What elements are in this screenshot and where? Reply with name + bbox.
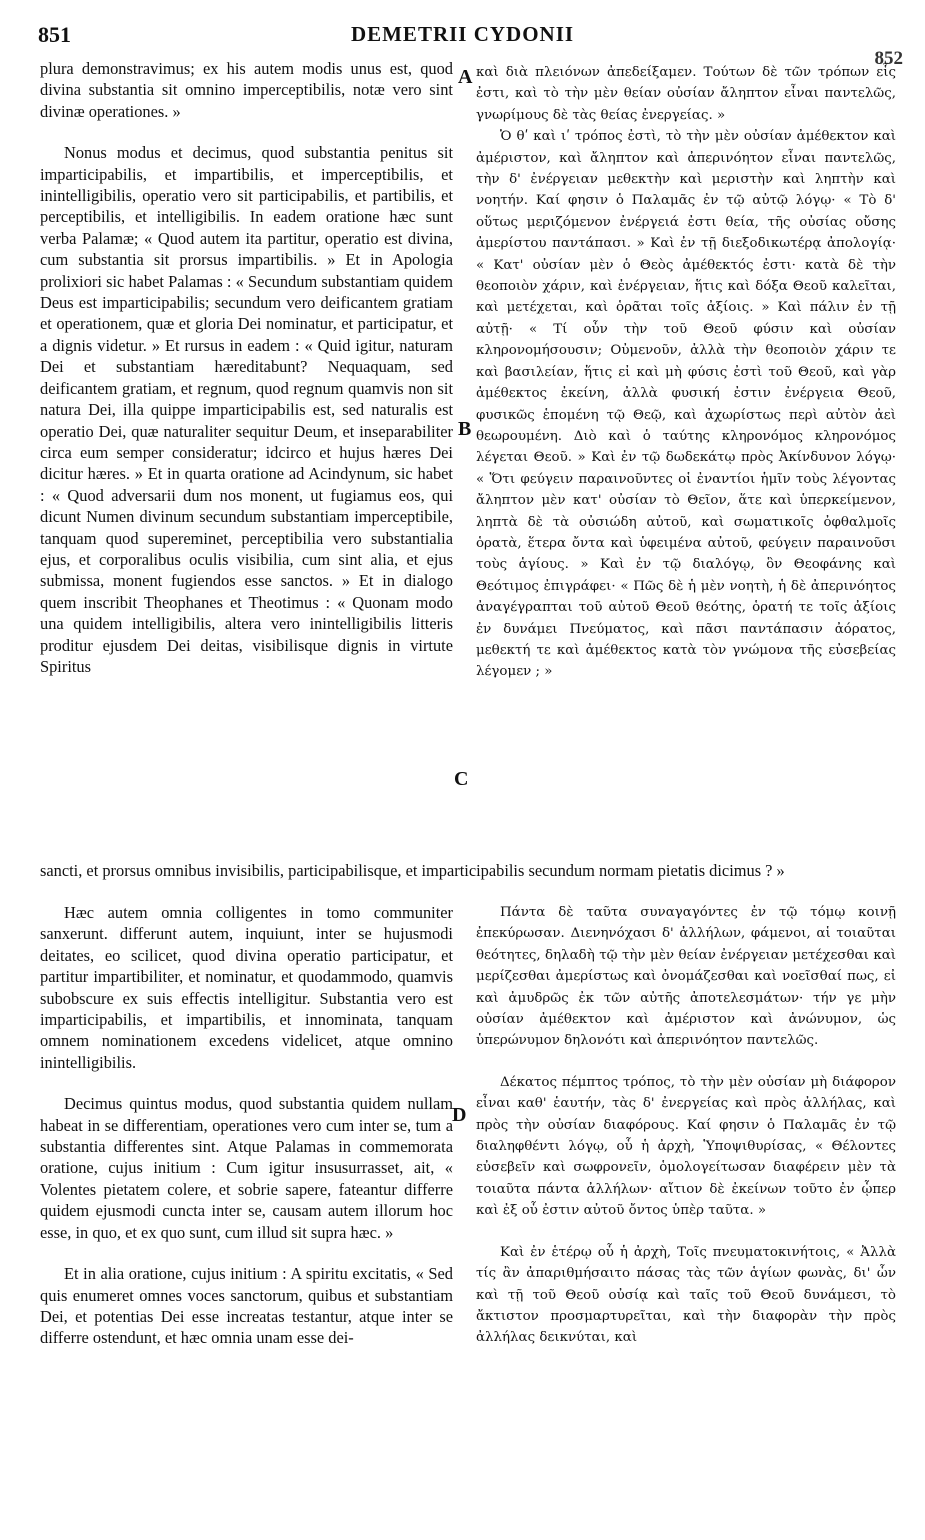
latin-column-bottom bbox=[40, 902, 453, 1522]
greek-paragraph: Δέκατος πέμπτος τρόπος, τὸ τὴν μὲν οὐσίαν μὴ διάφορον εἶναι καθ' ἑαυτήν, τὰς δ' ἐνεργείας καὶ πρὸς ἀλλήλας, καὶ πρὸς τὴν οὐσίαν διαφόρους. Καί φησιν ὁ Παλαμᾶς ἐν τῷ διαληφθέντι λόγῳ, οὗ ἡ ἀρχὴ, Ὑποψιθυρίσας, « Θέλοντες εὐσεβεῖν καὶ σωφρονεῖν, ὁμολογείτωσαν διαφέρειν μὲν τὰ τοιαῦτα πάντα ἀλλήλων· αἴτιον δὲ ἐκείνων τοῦτο ἐν ᾧπερ καὶ ἐξ οὗ ἐστιν αὐτοῦ ὄντος ὑπὲρ ταῦτα. » bbox=[476, 1074, 896, 1219]
section-marker-d: D bbox=[452, 1104, 467, 1126]
running-title: DEMETRII CYDONII bbox=[350, 22, 575, 46]
latin-column-top bbox=[40, 58, 453, 848]
latin-continuation-line: sancti, et prorsus omnibus invisibilis, participabilisque, et imparticipabilis secundum normam pietatis dicimus ? » bbox=[40, 861, 785, 880]
section-marker-c: C bbox=[454, 768, 469, 790]
section-marker-b: B bbox=[458, 418, 472, 440]
greek-paragraph: Καὶ ἐν ἑτέρῳ οὗ ἡ ἀρχὴ, Τοῖς πνευματοκινήτοις, « Ἀλλὰ τίς ἂν ἀπαριθμήσαιτο πάσας τὰς τῶν ἁγίων φωνὰς, δι' ὧν καὶ τῇ τοῦ Θεοῦ οὐσίᾳ καὶ ταῖς τοῦ Θεοῦ δυνάμεσι, τὸ ἄκτιστον προσμαρτυρεῖται, καὶ τὴν διαφορὰν τὴν πρὸς ἀλλήλας δεικνύται, καὶ bbox=[476, 1244, 896, 1346]
latin-paragraph: Hæc autem omnia colligentes in tomo communiter sanxerunt. differunt autem, inquiunt, inter se hujusmodi deitates, eo scilicet, quod divina operatio participatur, et partitur impartibiliter, et nominatur, et quodammodo, quamvis subobscure ex suis effectis intelligitur. Substantia vero est imparticipabilis, et impartibilis, et innominata, tanquam omnem nominationem excedens videlicet, atque omnino inintelligibilis. bbox=[40, 903, 453, 1072]
greek-column-top bbox=[476, 62, 896, 852]
latin-paragraph: Decimus quintus modus, quod substantia quidem nullam habeat in se differentiam, operationes vero cum inter se, tum a substantia differentes sint. Atque Palamas in commemorata oratione, cujus initium : Cum igitur insusurrasset, ait, « Volentes pietatem colere, et sobrie sapere, fateantur differre quidem ejusmodi cuncta inter se, causam autem illorum hoc esse, in quo, et ex quo sunt, cum illud sit supra hæc. » bbox=[40, 1094, 453, 1242]
greek-paragraph: καὶ διὰ πλειόνων ἀπεδείξαμεν. Τούτων δὲ τῶν τρόπων εἷς ἐστι, καὶ τὸ τὴν μὲν θείαν οὐσίαν ἄληπτον εἶναι παντελῶς, γνωρίμους δὲ τὰς θείας ἐνεργείας. » bbox=[476, 65, 896, 123]
section-marker-a: A bbox=[458, 66, 473, 88]
greek-paragraph: Πάντα δὲ ταῦτα συναγαγόντες ἐν τῷ τόμῳ κοινῇ ἐπεκύρωσαν. Διενηνόχασι δ' ἀλλήλων, φάμενοι, αἱ τοιαῦται θεότητες, δηλαδὴ τῷ τὴν μὲν θείαν ἐνέργειαν μετέχεσθαι καὶ μερίζεσθαι ἀμερίστως καὶ ὀνομάζεσθαι καὶ νοεῖσθαί πως, εἰ καὶ ἀμυδρῶς ἐκ τῶν αὐτῆς ἀποτελεσμάτων· τήν γε μὴν οὐσίαν ἀμέθεκτον καὶ ἀμέριστον καὶ ἀνώνυμον, ὡς ὑπερώνυμον δηλονότι καὶ ἀπερινόητον παντελῶς. bbox=[476, 905, 896, 1049]
greek-column-bottom bbox=[476, 902, 896, 1522]
latin-paragraph: Nonus modus et decimus, quod substantia penitus sit imparticipabilis, et impartibilis, et imperceptibilis, et inintelligibilis, operatio vero sit participabilis, et partibilis, et perceptibilis, et intelligibilis. In eadem oratione hæc sunt verba Palamæ; « Quod autem ita partitur, operatio est divina, cum substantia sit prorsus impartibilis. » Et in Apologia prolixiori sic habet Palamas : « Secundum substantiam quidem Deus est imparticipabilis; secundum vero deificantem gratiam et operationem, quæ et gloria Dei nominatur, et participatur, et a dignis videtur. » Et rursus in eadem : « Quid igitur, naturam Dei et substantiam hæreditabunt? Nequaquam, sed deificantem gratiam, et regnum, quod regnum quamvis non sit natura Dei, illa quippe imparticipabilis est, sed naturalis est operatio Dei, quæ naturaliter sequitur Deum, et inseparabiliter circa eum semper consideratur; idcirco et hujus hæres Dei dicitur hæres. » Et in quarta oratione ad Acindynum, sic habet : « Quod adversarii dum nos monent, ut fugiamus eos, qui dicunt Numen divinum secundum substantiam imperceptibile, tanquam quod supereminet, perceptibilia vero substantialia ejus, et corporalibus oculis visibilia, cum sint alia, et ejus submissa, monent fugiendos esse sanctos. » Et in dialogo quem inscribit Theophanes et Theotimus : « Quonam modo una quidem intelligibilis, altera vero inintelligibilis litteris proditur ejusdem Dei deitas, visibilisque dignis in virtute Spiritus bbox=[40, 143, 453, 676]
latin-paragraph: Et in alia oratione, cujus initium : A spiritu excitatis, « Sed quis enumeret omnes voces sanctorum, quibus et substantiam Dei, et potentias Dei esse increatas testantur, atque inter se differre ostendunt, et hæc omnia unam esse dei- bbox=[40, 1264, 453, 1348]
page-number-left: 851 bbox=[38, 22, 71, 47]
page-number-right: 852 bbox=[874, 48, 903, 69]
latin-paragraph: plura demonstravimus; ex his autem modis unus est, quod divina substantia sit omnino imperceptibilis, notæ vero sint divinæ operationes. » bbox=[40, 59, 453, 121]
greek-paragraph: Ὁ θʹ καὶ ιʹ τρόπος ἐστὶ, τὸ τὴν μὲν οὐσίαν ἀμέθεκτον καὶ ἀμέριστον, καὶ ἄληπτον καὶ ἀπερινόητον εἶναι παντελῶς, τὴν δ' ἐνέργειαν μεθεκτὴν καὶ μεριστὴν καὶ ληπτὴν καὶ νοητήν. Καί φησιν ὁ Παλαμᾶς ἐν τῷ αὐτῷ λόγῳ· « Τὸ δ' οὕτως μεριζόμενον ἐνέργειά ἐστι θεία, τῆς οὐσίας οὔσης ἀμερίστου παντάπασι. » Καὶ ἐν τῇ διεξοδικωτέρᾳ ἀπολογίᾳ· « Κατ' οὐσίαν μὲν ὁ Θεὸς ἀμέθεκτός ἐστι· κατὰ δὲ τὴν θεοποιὸν χάριν, καὶ ἐνέργειαν, ἥτις καὶ δόξα Θεοῦ καλεῖται, καὶ μετέχεται, καὶ ὁρᾶται τοῖς ἀξίοις. » Καὶ πάλιν ἐν τῇ αὐτῇ· « Τί οὖν τὴν τοῦ Θεοῦ φύσιν καὶ οὐσίαν κληρονομήσουσιν; Οὐμενοῦν, ἀλλὰ τὴν θεοποιὸν χάριν τε καὶ βασιλείαν, ἥτις εἰ καὶ μὴ φύσις ἐστὶ τοῦ Θεοῦ, καὶ γὰρ ἀμέθεκτος ἐκείνη, ἀλλὰ φυσική ἐστιν ἐνέργεια Θεοῦ, φυσικῶς ἑπομένη τῷ Θεῷ, καὶ ἀχωρίστως περὶ αὐτὸν ἀεὶ θεωρουμένη. Διὸ καὶ ὁ ταύτης κληρονόμος κληρονόμος λέγεται Θεοῦ. » Καὶ ἐν τῷ δωδεκάτῳ πρὸς Ἀκίνδυνον λόγῳ· « Ὅτι φεύγειν παραινοῦντες οἱ ἐναντίοι ἡμῖν τοὺς λέγοντας ἄληπτον μὲν κατ' οὐσίαν τὸ Θεῖον, ἅτε καὶ ὑπερκείμενον, ληπτὰ δὲ τὰ οὐσιώδη αὐτοῦ, καὶ σωματικοῖς ὀφθαλμοῖς ὁρατὰ, ἕτερα ὄντα καὶ ὑφειμένα αὐτοῦ, φεύγειν παραινοῦσι τοὺς ἁγίους. » Καὶ ἐν τῷ διαλόγῳ, ὃν Θεοφάνης καὶ Θεότιμος ἐπιγράφει· « Πῶς δὲ ἡ μὲν νοητὴ, ἡ δὲ ἀπερινόητος ἀναγέγραπται τοῦ αὐτοῦ Θεοῦ θεότης, ὁρατή τε τοῖς ἀξίοις ἐν δυνάμει Πνεύματος, καὶ πᾶσι παντάπασιν ἀόρατος, μεθεκτή τε καὶ ἀμέθεκτος κατὰ τὸν γνώμονα τῆς εὐσεβείας λέγομεν ; » bbox=[476, 129, 896, 680]
